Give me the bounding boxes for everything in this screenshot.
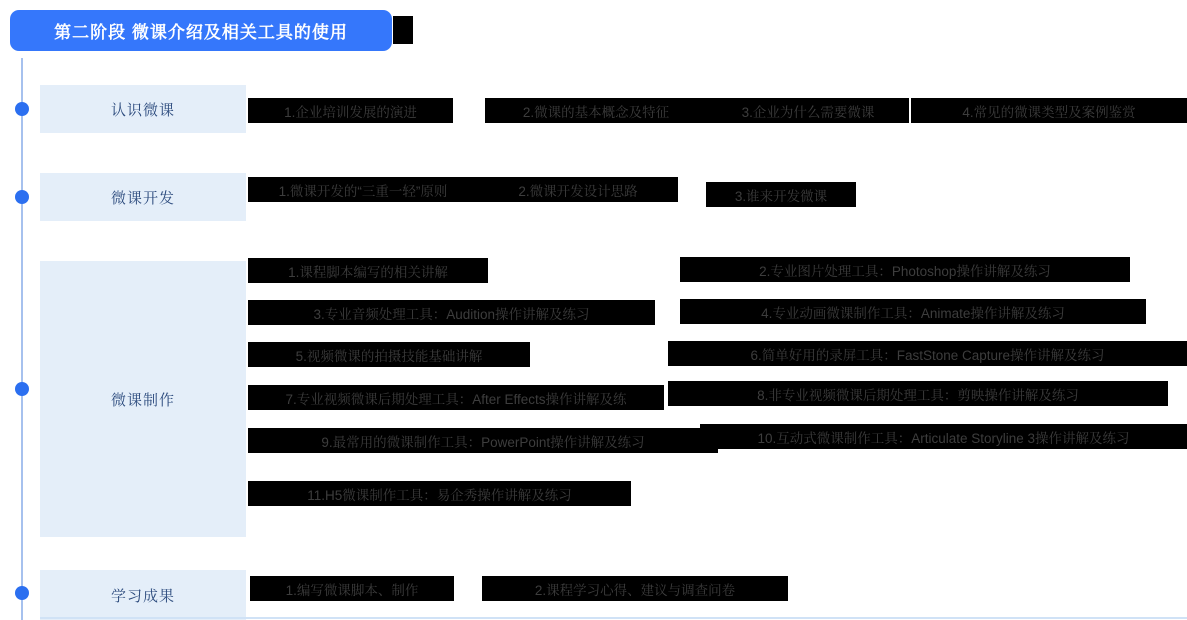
course-item: 8.非专业视频微课后期处理工具：剪映操作讲解及练习 (668, 381, 1168, 406)
course-item: 4.常见的微课类型及案例鉴赏 (911, 98, 1187, 123)
timeline-dot-1 (15, 102, 29, 116)
timeline-line (21, 58, 23, 620)
course-item: 2.微课的基本概念及特征 (485, 98, 707, 123)
stage-banner (10, 10, 392, 51)
timeline-dot-4 (15, 586, 29, 600)
banner-side-block (393, 16, 413, 44)
section-label-renshi-weike: 认识微课 (40, 85, 246, 133)
section-label-xuexi-chengguo: 学习成果 (40, 570, 246, 620)
course-item: 2.微课开发设计思路 (478, 177, 678, 202)
course-item: 3.企业为什么需要微课 (707, 98, 909, 123)
timeline-dot-3 (15, 382, 29, 396)
course-item: 4.专业动画微课制作工具：Animate操作讲解及练习 (680, 299, 1146, 324)
course-item: 3.谁来开发微课 (706, 182, 856, 207)
course-item: 6.简单好用的录屏工具：FastStone Capture操作讲解及练习 (668, 341, 1187, 366)
bottom-separator (40, 617, 1187, 619)
course-item: 1.企业培训发展的演进 (248, 98, 453, 123)
course-item: 10.互动式微课制作工具：Articulate Storyline 3操作讲解及练习 (700, 424, 1187, 449)
section-label-weike-kaifa: 微课开发 (40, 173, 246, 221)
course-item: 2.课程学习心得、建议与调查问卷 (482, 576, 788, 601)
course-item: 9.最常用的微课制作工具：PowerPoint操作讲解及练习 (248, 428, 718, 453)
course-item: 5.视频微课的拍摄技能基础讲解 (248, 342, 530, 367)
course-item: 2.专业图片处理工具：Photoshop操作讲解及练习 (680, 257, 1130, 282)
timeline-dot-2 (15, 190, 29, 204)
course-item: 1.课程脚本编写的相关讲解 (248, 258, 488, 283)
course-item: 1.编写微课脚本、制作 (250, 576, 454, 601)
course-item: 1.微课开发的“三重一轻”原则 (248, 177, 478, 202)
course-item: 3.专业音频处理工具：Audition操作讲解及练习 (248, 300, 655, 325)
section-label-weike-zhizuo: 微课制作 (40, 261, 246, 537)
course-item: 11.H5微课制作工具：易企秀操作讲解及练习 (248, 481, 631, 506)
stage-title: 第二阶段 微课介绍及相关工具的使用 (54, 23, 348, 42)
course-item: 7.专业视频微课后期处理工具：After Effects操作讲解及练 (248, 385, 664, 410)
